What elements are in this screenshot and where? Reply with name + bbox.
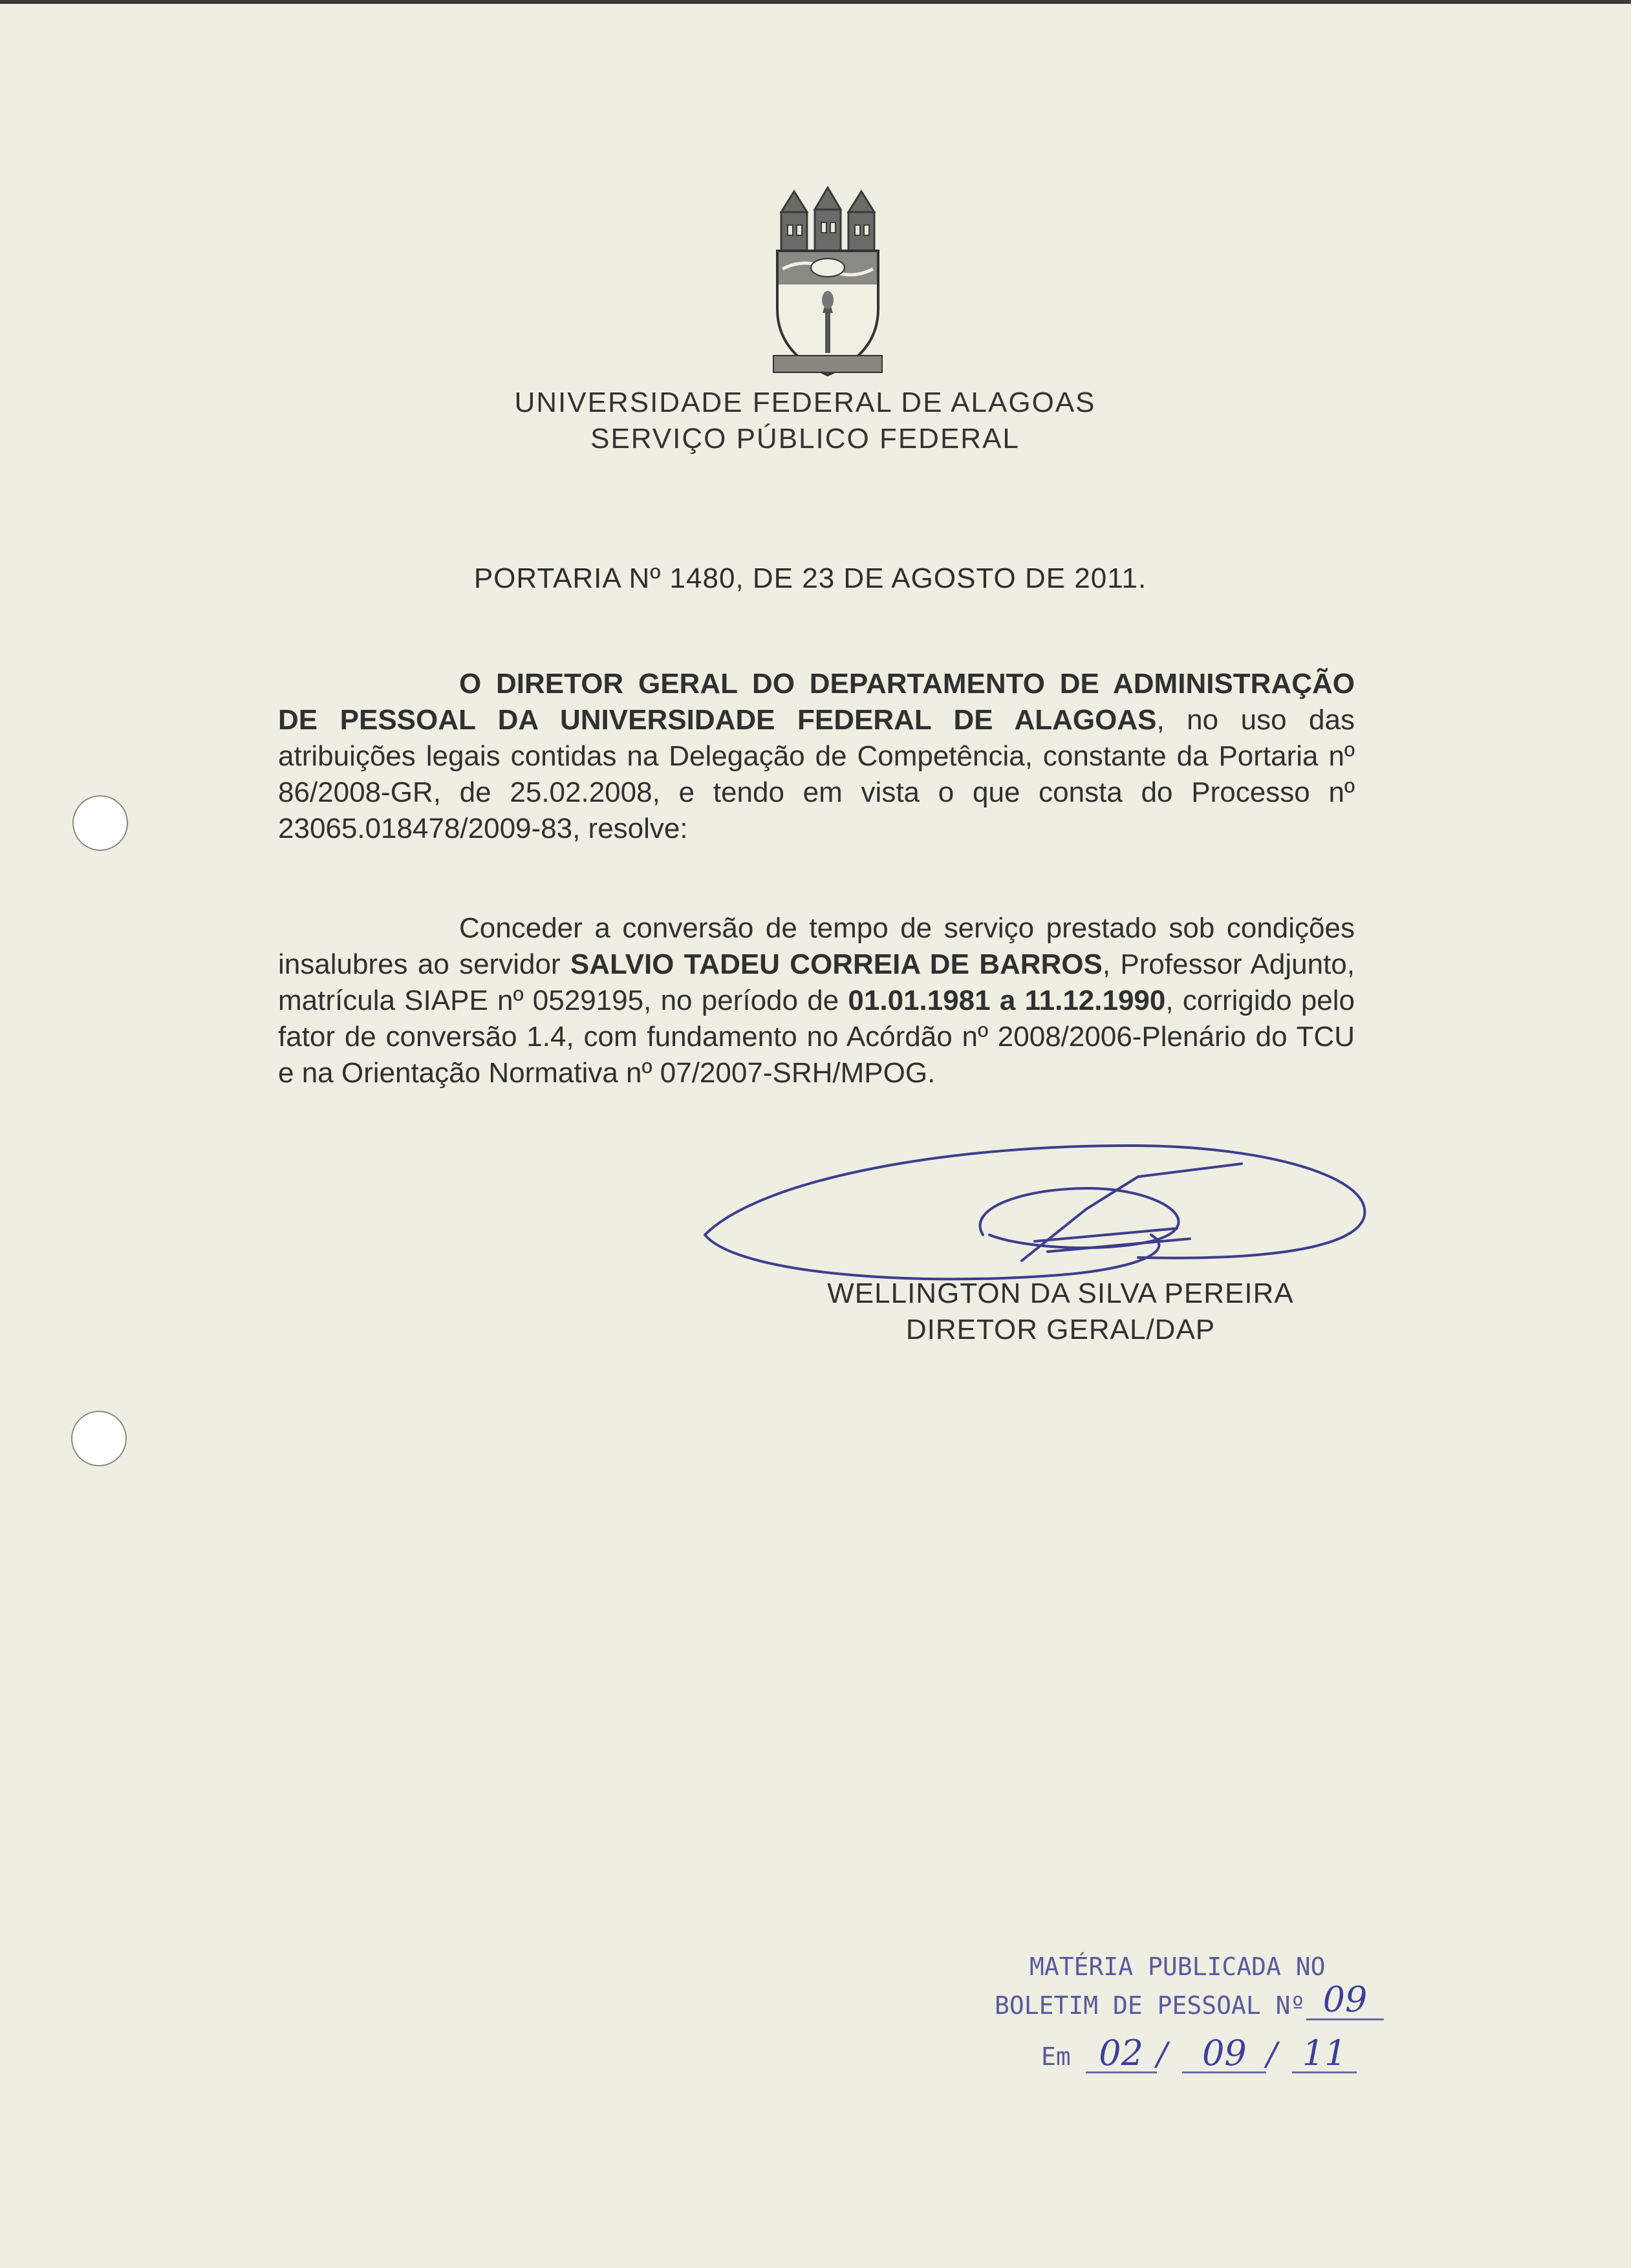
stamp-year: 11	[1292, 2035, 1357, 2073]
issuer-authority: O DIRETOR GERAL DO DEPARTAMENTO DE ADMINISTRAÇÃO DE PESSOAL DA UNIVERSIDADE FEDERAL DE ALAGOAS	[278, 668, 1355, 736]
period-end: 11.12.1990	[1024, 985, 1166, 1016]
stamp-date-prefix: Em	[1041, 2042, 1071, 2071]
service-name: SERVIÇO PÚBLICO FEDERAL	[590, 423, 1020, 455]
resolution-text: Conceder a conversão de tempo de serviço prestado sob condições insalubres ao servidor	[278, 912, 1355, 980]
signer-name: WELLINGTON DA SILVA PEREIRA	[827, 1278, 1294, 1309]
punch-hole	[72, 795, 128, 851]
stamp-line-2: BOLETIM DE PESSOAL Nº	[995, 1991, 1306, 2020]
handwritten-signature	[685, 1138, 1377, 1287]
page-right-edge	[1631, 0, 1649, 2268]
resolution-text: , corrigido pelo fator de conversão 1.4, com fundamento no Acórdão nº 2008/2006-Plenário do TCU e na Orientação Normativa nº 07/2007-SRH/MPOG.	[278, 985, 1355, 1089]
resolution-paragraph	[278, 910, 1355, 1091]
stamp-bulletin-number: 09	[1306, 1981, 1384, 2020]
stamp-month: 09	[1182, 2035, 1266, 2073]
preamble-text: , no uso das atribuições legais contidas na Delegação de Competência, constante da Portaria nº 86/2008-GR, de 25.02.2008, e tendo em vista o que consta do Processo nº 23065.018478/2009-83, resolve:	[278, 704, 1355, 844]
stamp-line-1: MATÉRIA PUBLICADA NO	[1029, 1952, 1326, 1981]
university-crest-icon	[770, 186, 886, 380]
document-title: PORTARIA Nº 1480, DE 23 DE AGOSTO DE 2011.	[473, 562, 1147, 594]
stamp-day: 02	[1086, 2035, 1157, 2073]
resolution-text: , Professor Adjunto, matrícula SIAPE nº 0529195, no período de	[278, 948, 1355, 1016]
stamp-date-line: Em 02 / 09 / 11	[1041, 2035, 1357, 2073]
punch-hole	[71, 1411, 127, 1466]
period-start: 01.01.1981	[848, 985, 991, 1016]
preamble-paragraph	[278, 666, 1355, 847]
period-connector: a	[990, 985, 1025, 1016]
institution-name: UNIVERSIDADE FEDERAL DE ALAGOAS	[514, 387, 1096, 418]
publication-stamp	[970, 1952, 1423, 2082]
signer-title: DIRETOR GERAL/DAP	[905, 1314, 1216, 1345]
server-name: SALVIO TADEU CORREIA DE BARROS	[570, 948, 1103, 980]
page-top-edge	[0, 0, 1631, 4]
